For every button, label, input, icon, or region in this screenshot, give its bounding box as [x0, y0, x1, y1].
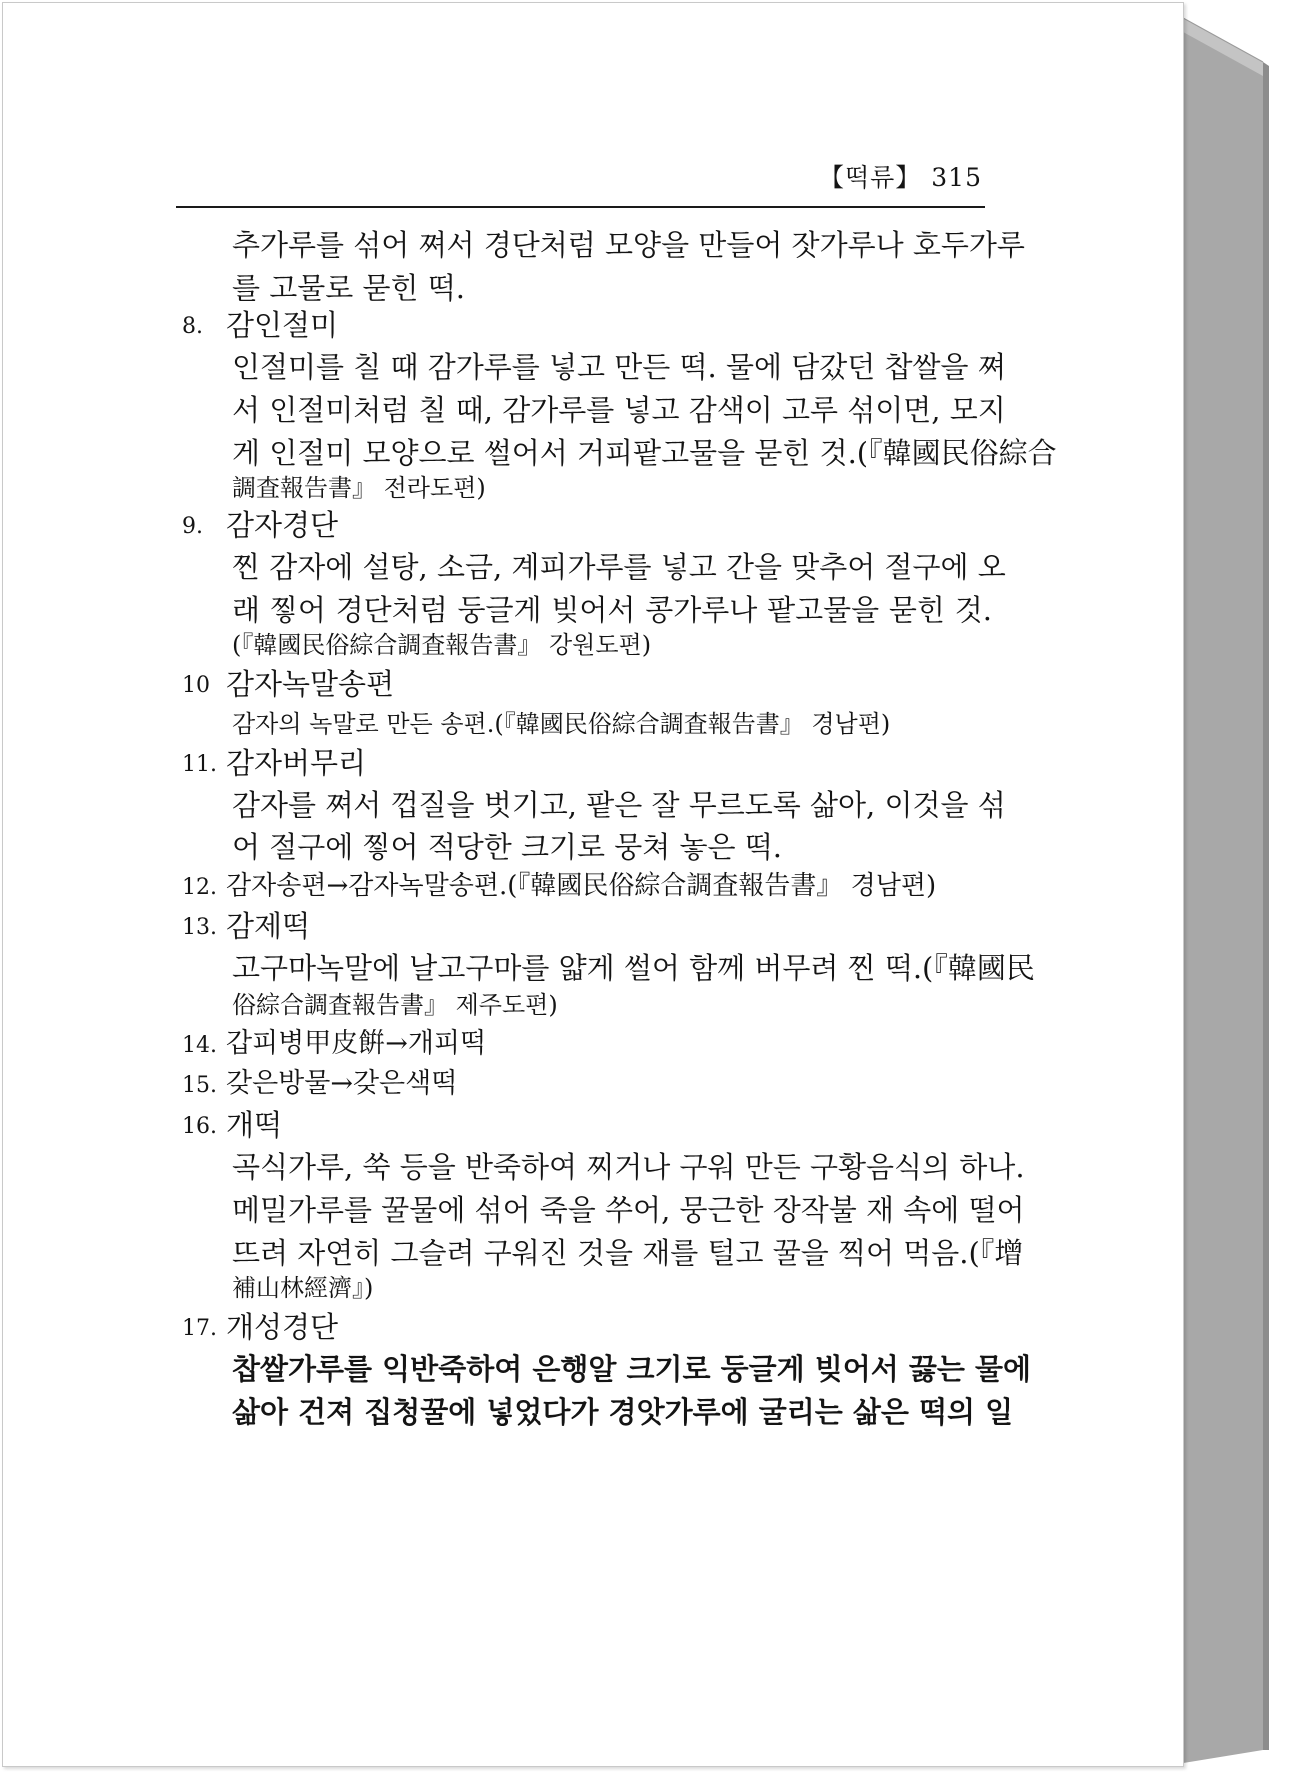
entry-number: 13.: [182, 915, 217, 940]
entry-number: 14.: [182, 1033, 217, 1058]
body-line: 감자를 쪄서 껍질을 벗기고, 팥은 잘 무르도록 삶아, 이것을 섞: [232, 788, 1006, 822]
entry-title: 감자경단: [226, 508, 339, 542]
body-line: 뜨려 자연히 그슬려 구워진 것을 재를 털고 꿀을 찍어 먹음.(『增: [232, 1236, 1024, 1270]
entry-number: 15.: [182, 1073, 217, 1098]
body-line: 어 절구에 찧어 적당한 크기로 뭉쳐 놓은 떡.: [232, 830, 782, 864]
body-line: 인절미를 칠 때 감가루를 넣고 만든 떡. 물에 담갔던 찹쌀을 쪄: [232, 350, 1006, 384]
entry-title: 감제떡: [226, 909, 311, 943]
body-line: 고구마녹말에 날고구마를 얇게 썰어 함께 버무려 찐 떡.(『韓國民: [232, 951, 1035, 985]
entry-title: 개떡: [226, 1108, 283, 1142]
body-line: 게 인절미 모양으로 썰어서 거피팥고물을 묻힌 것.(『韓國民俗綜合: [232, 436, 1057, 470]
section-name: 【떡류】: [818, 163, 922, 192]
body-line: 찹쌀가루를 익반죽하여 은행알 크기로 둥글게 빚어서 끓는 물에: [232, 1352, 1032, 1386]
body-line: 補山林經濟』): [232, 1274, 374, 1302]
entry-number: 11.: [182, 752, 217, 777]
entry-title: 갖은방물→갖은색떡: [226, 1068, 458, 1099]
header-rule: [176, 206, 985, 208]
entry-title: 갑피병甲皮餠→개피떡: [226, 1028, 487, 1059]
body-line: (『韓國民俗綜合調査報告書』 강원도편): [232, 631, 652, 659]
running-header: [180, 158, 982, 194]
body-line: 서 인절미처럼 칠 때, 감가루를 넣고 감색이 고루 섞이면, 모지: [232, 393, 1006, 427]
entry-number: 16.: [182, 1114, 217, 1139]
entry-title: 개성경단: [226, 1310, 339, 1344]
entry-title: 감인절미: [226, 308, 339, 342]
body-line: 메밀가루를 꿀물에 섞어 죽을 쑤어, 뭉근한 장작불 재 속에 떨어: [232, 1193, 1025, 1227]
body-line: 를 고물로 묻힌 떡.: [232, 271, 465, 305]
body-line: 래 찧어 경단처럼 둥글게 빚어서 콩가루나 팥고물을 묻힌 것.: [232, 593, 992, 627]
page-number: 315: [931, 163, 982, 192]
entry-title: 감자송편→감자녹말송편.(『韓國民俗綜合調査報告書』 경남편): [226, 871, 937, 901]
entry-title: 감자녹말송편: [226, 667, 395, 701]
body-line: 감자의 녹말로 만든 송편.(『韓國民俗綜合調査報告書』 경남편): [232, 710, 891, 738]
body-line: 곡식가루, 쑥 등을 반죽하여 찌거나 구워 만든 구황음식의 하나.: [232, 1150, 1025, 1184]
entry-number: 9.: [182, 514, 203, 539]
entry-number: 17.: [182, 1316, 217, 1341]
body-line: 俗綜合調査報告書』 제주도편): [232, 991, 558, 1019]
body-line: 삶아 건져 집청꿀에 넣었다가 경앗가루에 굴리는 삶은 떡의 일: [232, 1395, 1014, 1429]
entry-title: 감자버무리: [226, 746, 367, 780]
entry-number: 10: [182, 673, 210, 698]
body-line: 찐 감자에 설탕, 소금, 계피가루를 넣고 간을 맞추어 절구에 오: [232, 550, 1006, 584]
body-line: 調査報告書』 전라도편): [232, 474, 486, 502]
entry-number: 12.: [182, 875, 217, 900]
book-spine: [1165, 0, 1309, 1773]
body-line: 추가루를 섞어 쪄서 경단처럼 모양을 만들어 잣가루나 호두가루: [232, 228, 1025, 262]
entry-number: 8.: [182, 314, 203, 339]
